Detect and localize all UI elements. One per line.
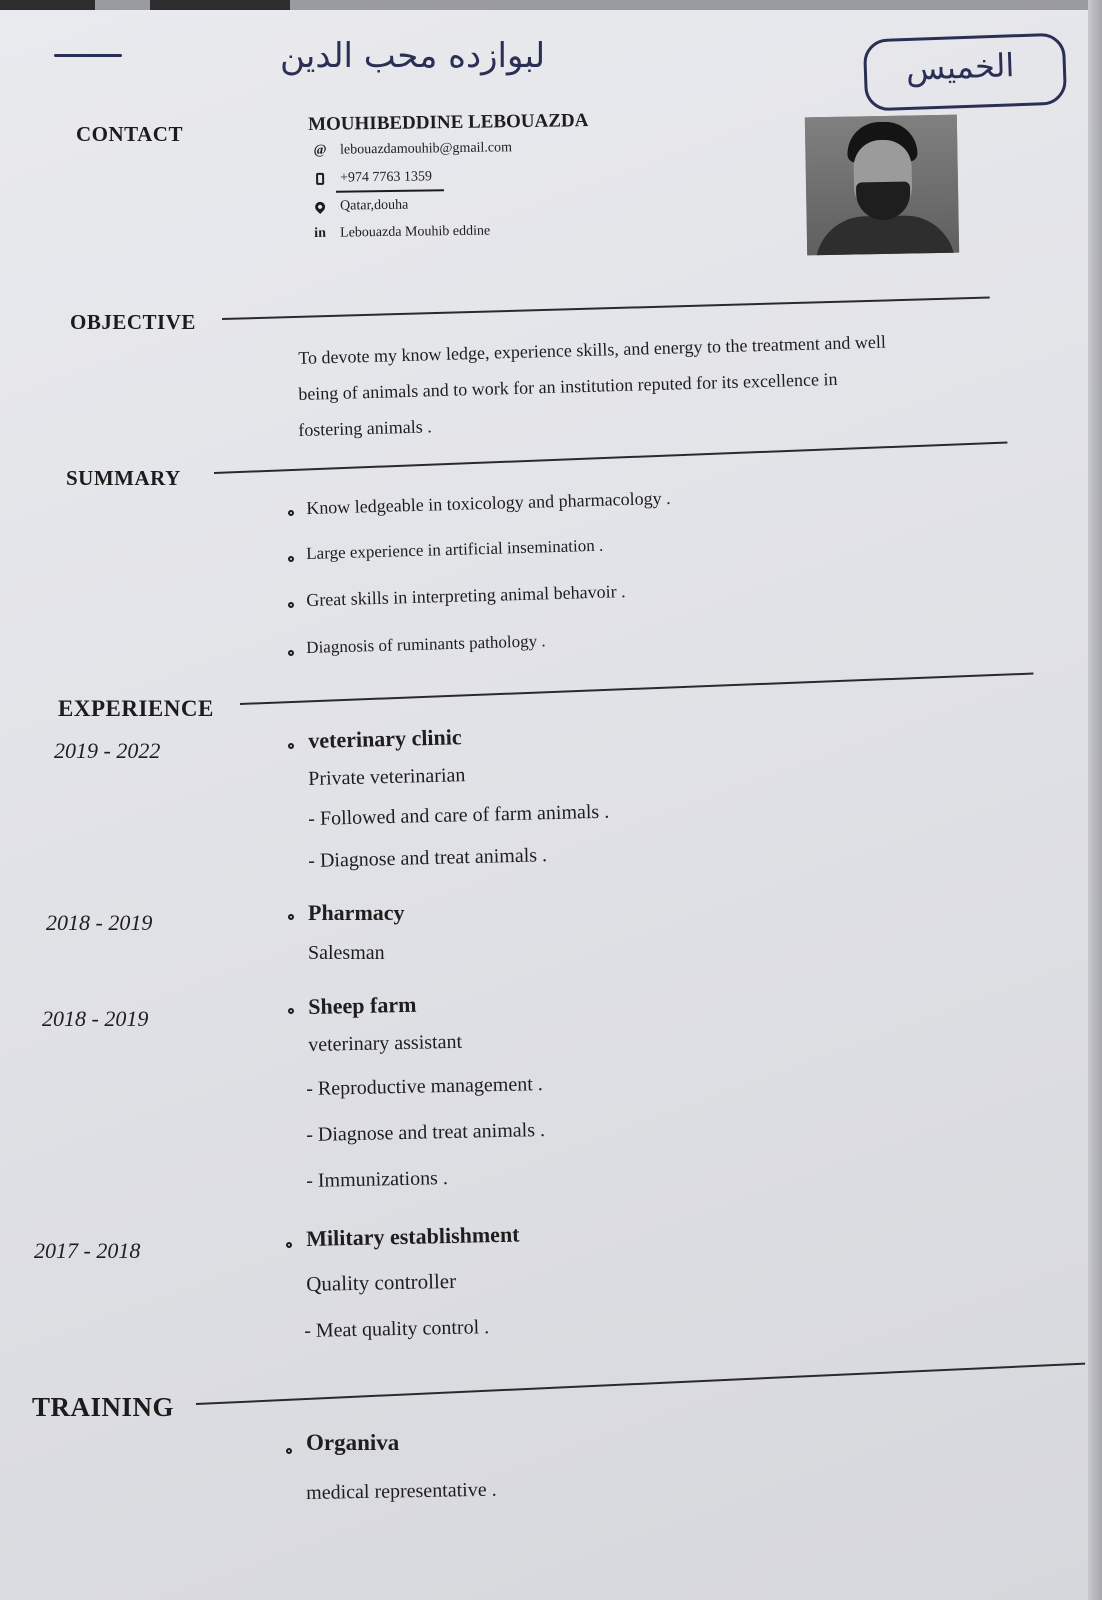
experience-years: 2019 - 2022 [54, 738, 161, 763]
summary-item: Know ledgeable in toxicology and pharmacology . [306, 487, 671, 518]
bullet-icon [288, 510, 294, 516]
phone-text: +974 7763 1359 [339, 169, 433, 186]
bullet-icon [288, 650, 294, 656]
bullet-icon [288, 1008, 294, 1014]
experience-detail: - Diagnose and treat animals . [308, 844, 548, 872]
experience-detail: - Followed and care of farm animals . [308, 800, 610, 830]
bullet-icon [286, 1242, 292, 1248]
handwritten-name: لبوازده محب الدين [280, 36, 546, 76]
experience-detail: - Reproductive management . [306, 1073, 544, 1100]
experience-role: Quality controller [306, 1268, 457, 1296]
bullet-icon [286, 1448, 292, 1454]
training-heading: TRAINING [32, 1392, 175, 1422]
training-rule [196, 1363, 1085, 1405]
summary-rule [214, 442, 1007, 474]
location-text: Qatar,douha [339, 197, 409, 214]
contact-email [312, 140, 512, 159]
location-pin-icon [312, 202, 328, 212]
summary-item: Great skills in interpreting animal behavoir . [306, 581, 626, 610]
bullet-icon [288, 743, 294, 749]
at-icon: @ [313, 142, 327, 158]
handwritten-day: الخميس [905, 46, 1015, 88]
experience-org: Sheep farm [308, 991, 417, 1019]
experience-role: veterinary assistant [308, 1030, 463, 1056]
training-role: medical representative . [306, 1478, 497, 1504]
full-name: MOUHIBEDDINE LEBOUAZDA [308, 110, 589, 135]
summary-heading: SUMMARY [66, 466, 181, 490]
paper-edge [1088, 0, 1102, 1600]
bullet-icon [288, 602, 294, 608]
bullet-icon [288, 914, 294, 920]
objective-rule [222, 297, 990, 320]
contact-heading: CONTACT [76, 122, 183, 146]
linkedin-icon: in [314, 225, 327, 241]
experience-rule [240, 673, 1033, 705]
experience-role: Salesman [308, 942, 385, 964]
experience-role: Private veterinarian [308, 764, 466, 790]
experience-detail: - Meat quality control . [304, 1316, 490, 1342]
objective-line-2: being of animals and to work for an institution reputed for its excellence in [298, 368, 838, 404]
contact-linkedin [312, 224, 490, 242]
summary-item: Large experience in artificial insemination . [306, 535, 604, 563]
profile-photo [805, 115, 959, 256]
contact-location [312, 198, 408, 215]
experience-years: 2017 - 2018 [34, 1238, 141, 1263]
experience-years: 2018 - 2019 [46, 910, 153, 935]
experience-years: 2018 - 2019 [42, 1006, 149, 1031]
objective-line-3: fostering animals . [298, 416, 432, 440]
linkedin-text: Lebouazda Mouhib eddine [339, 223, 491, 241]
experience-org: Military establishment [306, 1221, 520, 1251]
summary-item: Diagnosis of ruminants pathology . [306, 631, 546, 657]
objective-heading: OBJECTIVE [70, 310, 196, 334]
experience-detail: - Diagnose and treat animals . [306, 1118, 546, 1146]
bullet-icon [288, 556, 294, 562]
experience-heading: EXPERIENCE [58, 696, 214, 721]
email-text: lebouazdamouhib@gmail.com [339, 140, 513, 158]
handwritten-dash [54, 54, 122, 57]
phone-underline [336, 189, 444, 193]
contact-phone [312, 169, 432, 187]
training-org: Organiva [306, 1430, 400, 1455]
experience-org: Pharmacy [308, 900, 405, 925]
phone-icon [312, 173, 328, 185]
experience-org: veterinary clinic [308, 724, 462, 753]
top-edge [0, 0, 1102, 10]
objective-line-1: To devote my know ledge, experience skills, and energy to the treatment and well [298, 331, 887, 368]
experience-detail: - Immunizations . [306, 1167, 449, 1192]
